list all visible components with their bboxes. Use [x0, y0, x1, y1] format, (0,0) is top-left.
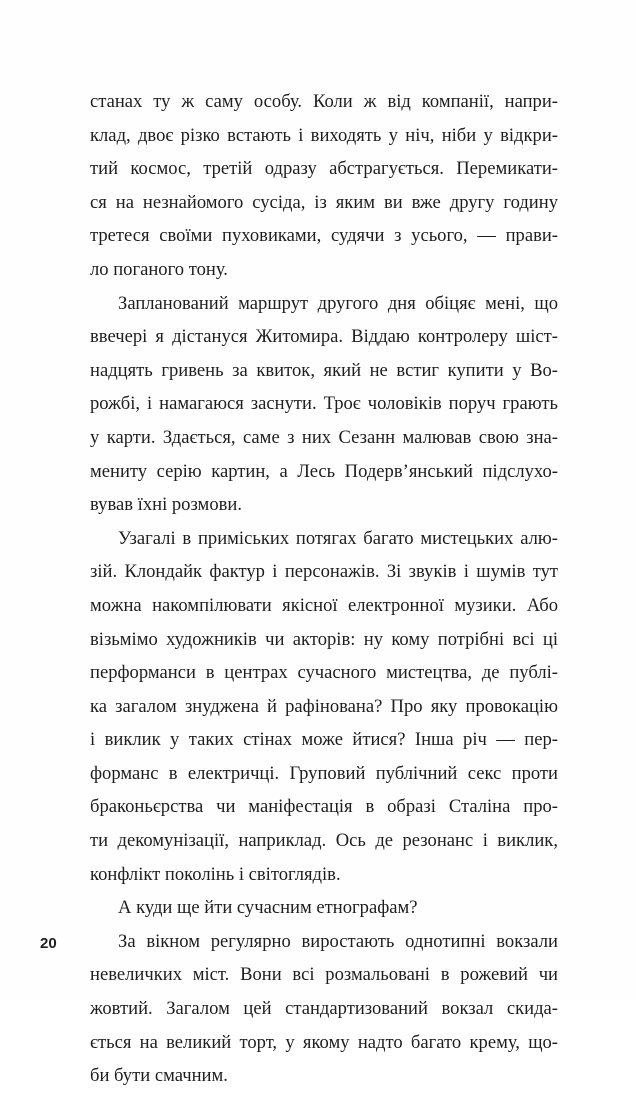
text-line: і виклик у таких стінах може йтися? Інша річ — пер- — [90, 729, 558, 751]
text-line: конфлікт поколінь і світоглядів. — [90, 863, 341, 885]
text-line: ся на незнайомого сусіда, із яким ви вже другу годину — [90, 191, 558, 213]
text-line: жовтий. Загалом цей стандартизований вокзал скида- — [90, 998, 558, 1020]
body-text — [90, 85, 558, 1093]
text-line: невеличких міст. Вони всі розмальовані в рожевий чи — [90, 964, 558, 986]
text-line: ка загалом знуджена й рафінована? Про яку провокацію — [90, 695, 558, 717]
text-line: клад, двоє різко встають і виходять у ніч, ніби у відкри- — [90, 124, 558, 146]
text-line: форманс в електричці. Груповий публічний секс проти — [90, 762, 558, 784]
text-line: ло поганого тону. — [90, 258, 228, 280]
text-line: ввечері я дістануся Житомира. Віддаю контролеру шіст- — [90, 326, 558, 348]
text-line: Запланований маршрут другого дня обіцяє мені, що — [118, 292, 558, 314]
text-line: третеся своїми пуховиками, судячи з усього, — прави- — [90, 225, 558, 247]
text-line: ється на великий торт, у якому надто багато крему, що- — [90, 1031, 558, 1053]
text-line: надцять гривень за квиток, який не встиг купити у Во- — [90, 359, 558, 381]
paragraph-3 — [90, 522, 558, 892]
text-line: можна накомпілювати якісної електронної музики. Або — [90, 594, 558, 616]
text-line: Узагалі в приміських потягах багато мистецьких алю- — [118, 527, 558, 549]
paragraph-1 — [90, 85, 558, 287]
text-line: А куди ще йти сучасним етнографам? — [118, 897, 418, 919]
text-line: вував їхні розмови. — [90, 494, 242, 516]
text-line: ти декомунізації, наприклад. Ось де резонанс і виклик, — [90, 830, 558, 852]
text-line: рожбі, і намагаюся заснути. Троє чоловіків поруч грають — [90, 393, 558, 415]
text-line: перформанси в центрах сучасного мистецтва, де публі- — [90, 662, 558, 684]
text-line: візьмімо художників чи акторів: ну кому потрібні всі ці — [90, 628, 558, 650]
text-line: станах ту ж саму особу. Коли ж від компанії, напри- — [90, 91, 558, 112]
text-line: тий космос, третій одразу абстрагується. Перемикати- — [90, 158, 558, 180]
text-line: браконьєрства чи маніфестація в образі Сталіна про- — [90, 796, 558, 818]
text-line: мениту серію картин, а Лесь Подерв’янський підслухо- — [90, 460, 558, 482]
text-line: За вікном регулярно виростають однотипні вокзали — [118, 930, 558, 952]
text-line: би бути смачним. — [90, 1065, 228, 1087]
text-line: зій. Клондайк фактур і персонажів. Зі звуків і шумів тут — [90, 561, 558, 583]
text-line: у карти. Здається, саме з них Сезанн малював свою зна- — [90, 426, 558, 448]
paragraph-2 — [90, 287, 558, 522]
paragraph-5 — [90, 925, 558, 1093]
page-number: 20 — [40, 935, 57, 952]
paragraph-4 — [90, 891, 558, 925]
